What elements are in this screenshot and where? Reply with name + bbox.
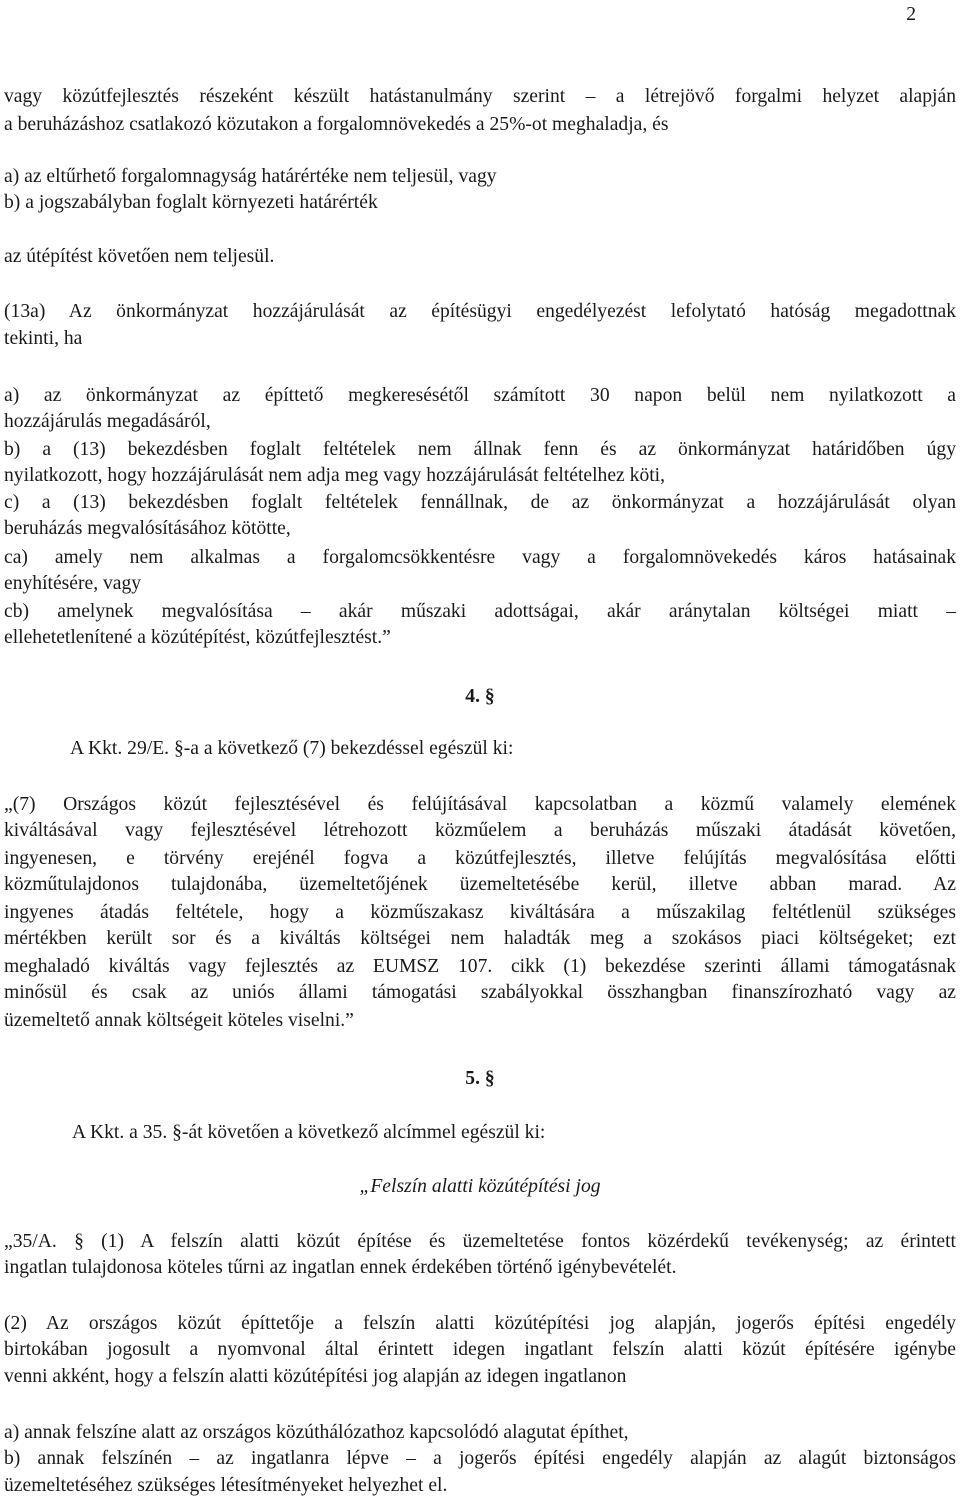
text-line: ca) amely nem alkalmas a forgalomcsökkentésre vagy a forgalomnövekedés káros hatásainak [4,547,956,568]
text-line: b) a (13) bekezdésben foglalt feltételek nem állnak fenn és az önkormányzat határidőben úgy [4,439,956,460]
text-line: meghaladó kiváltás vagy fejlesztés az EUMSZ 107. cikk (1) bekezdése szerinti állami támogatásnak [4,956,956,977]
section-intro: A Kkt. a 35. §-át követően a következő alcímmel egészül ki: [72,1122,546,1143]
text-line: nyilatkozott, hogy hozzájárulását nem adja meg vagy hozzájárulását feltételhez köti, [4,465,666,486]
text-line: minősül és csak az uniós állami támogatási szabályokkal összhangban finanszírozható vagy az [4,982,956,1003]
text-line: vagy közútfejlesztés részeként készült hatástanulmány szerint – a létrejövő forgalmi helyzet alapján [4,86,956,107]
text-line: c) a (13) bekezdésben foglalt feltételek fennállnak, de az önkormányzat a hozzájárulását olyan [4,492,956,513]
text-line: ingyenes átadás feltétele, hogy a közműszakasz kiváltására a műszakilag feltétlenül szükséges [4,902,956,923]
text-line: hozzájárulás megadásáról, [4,411,211,432]
text-line: tekinti, ha [4,328,83,349]
section-heading: 4. § [465,686,495,707]
text-line: (2) Az országos közút építtetője a felszín alatti közútépítési jog alapján, jogerős építési engedély [4,1313,956,1334]
page-number: 2 [906,4,916,25]
text-line: a) annak felszíne alatt az országos közúthálózathoz kapcsolódó alagutat építhet, [4,1422,629,1443]
section-intro: A Kkt. 29/E. §-a a következő (7) bekezdéssel egészül ki: [70,738,514,759]
text-line: „(7) Országos közút fejlesztésével és felújításával kapcsolatban a közmű valamely elemének [4,794,956,815]
text-line: mértékben került sor és a kiváltás költségei nem haladták meg a szokásos piaci költségeket; ezt [4,928,956,949]
text-line: beruházás megvalósításához kötötte, [4,518,291,539]
text-line: üzemeltető annak költségeit köteles viselni.” [4,1010,354,1031]
text-line: b) annak felszínén – az ingatlanra lépve – a jogerős építési engedély alapján az alagút biztonságos [4,1448,956,1469]
text-line: a) az önkormányzat az építtető megkeresésétől számított 30 napon belül nem nyilatkozott a [4,385,956,406]
text-line: üzemeltetéséhez szükséges létesítményeket helyezhet el. [4,1475,448,1496]
text-line: birtokában jogosult a nyomvonal által érintett idegen ingatlant felszín alatti közút építésére igénybe [4,1339,956,1360]
subtitle: „Felszín alatti közútépítési jog [359,1176,601,1197]
text-line: venni akként, hogy a felszín alatti közútépítési jog alapján az idegen ingatlanon [4,1366,627,1387]
text-line: kiváltásával vagy fejlesztésével létrehozott közműelem a beruházás műszaki átadását követően, [4,820,956,841]
text-line: cb) amelynek megvalósítása – akár műszaki adottságai, akár aránytalan költségei miatt – [4,601,956,622]
text-line: b) a jogszabályban foglalt környezeti határérték [4,192,378,213]
text-line: (13a) Az önkormányzat hozzájárulását az építésügyi engedélyezést lefolytató hatóság megadottnak [4,301,956,322]
text-line: az útépítést követően nem teljesül. [4,246,275,267]
text-line: ingatlan tulajdonosa köteles tűrni az ingatlan ennek érdekében történő igénybevételét. [4,1257,677,1278]
text-line: közműtulajdonos tulajdonába, üzemeltetőjének üzemeltetésébe kerül, illetve abban marad. Az [4,874,956,895]
text-line: ingyenesen, e törvény erejénél fogva a közútfejlesztés, illetve felújítás megvalósítása előtti [4,848,956,869]
section-heading: 5. § [465,1068,495,1089]
text-line: enyhítésére, vagy [4,573,142,594]
text-line: ellehetetlenítené a közútépítést, közútfejlesztést.” [4,627,391,648]
text-line: a beruházáshoz csatlakozó közutakon a forgalomnövekedés a 25%-ot meghaladja, és [4,114,669,135]
text-line: „35/A. § (1) A felszín alatti közút építése és üzemeltetése fontos közérdekű tevékenység; az érintett [4,1231,956,1252]
text-line: a) az eltűrhető forgalomnagyság határértéke nem teljesül, vagy [4,166,497,187]
